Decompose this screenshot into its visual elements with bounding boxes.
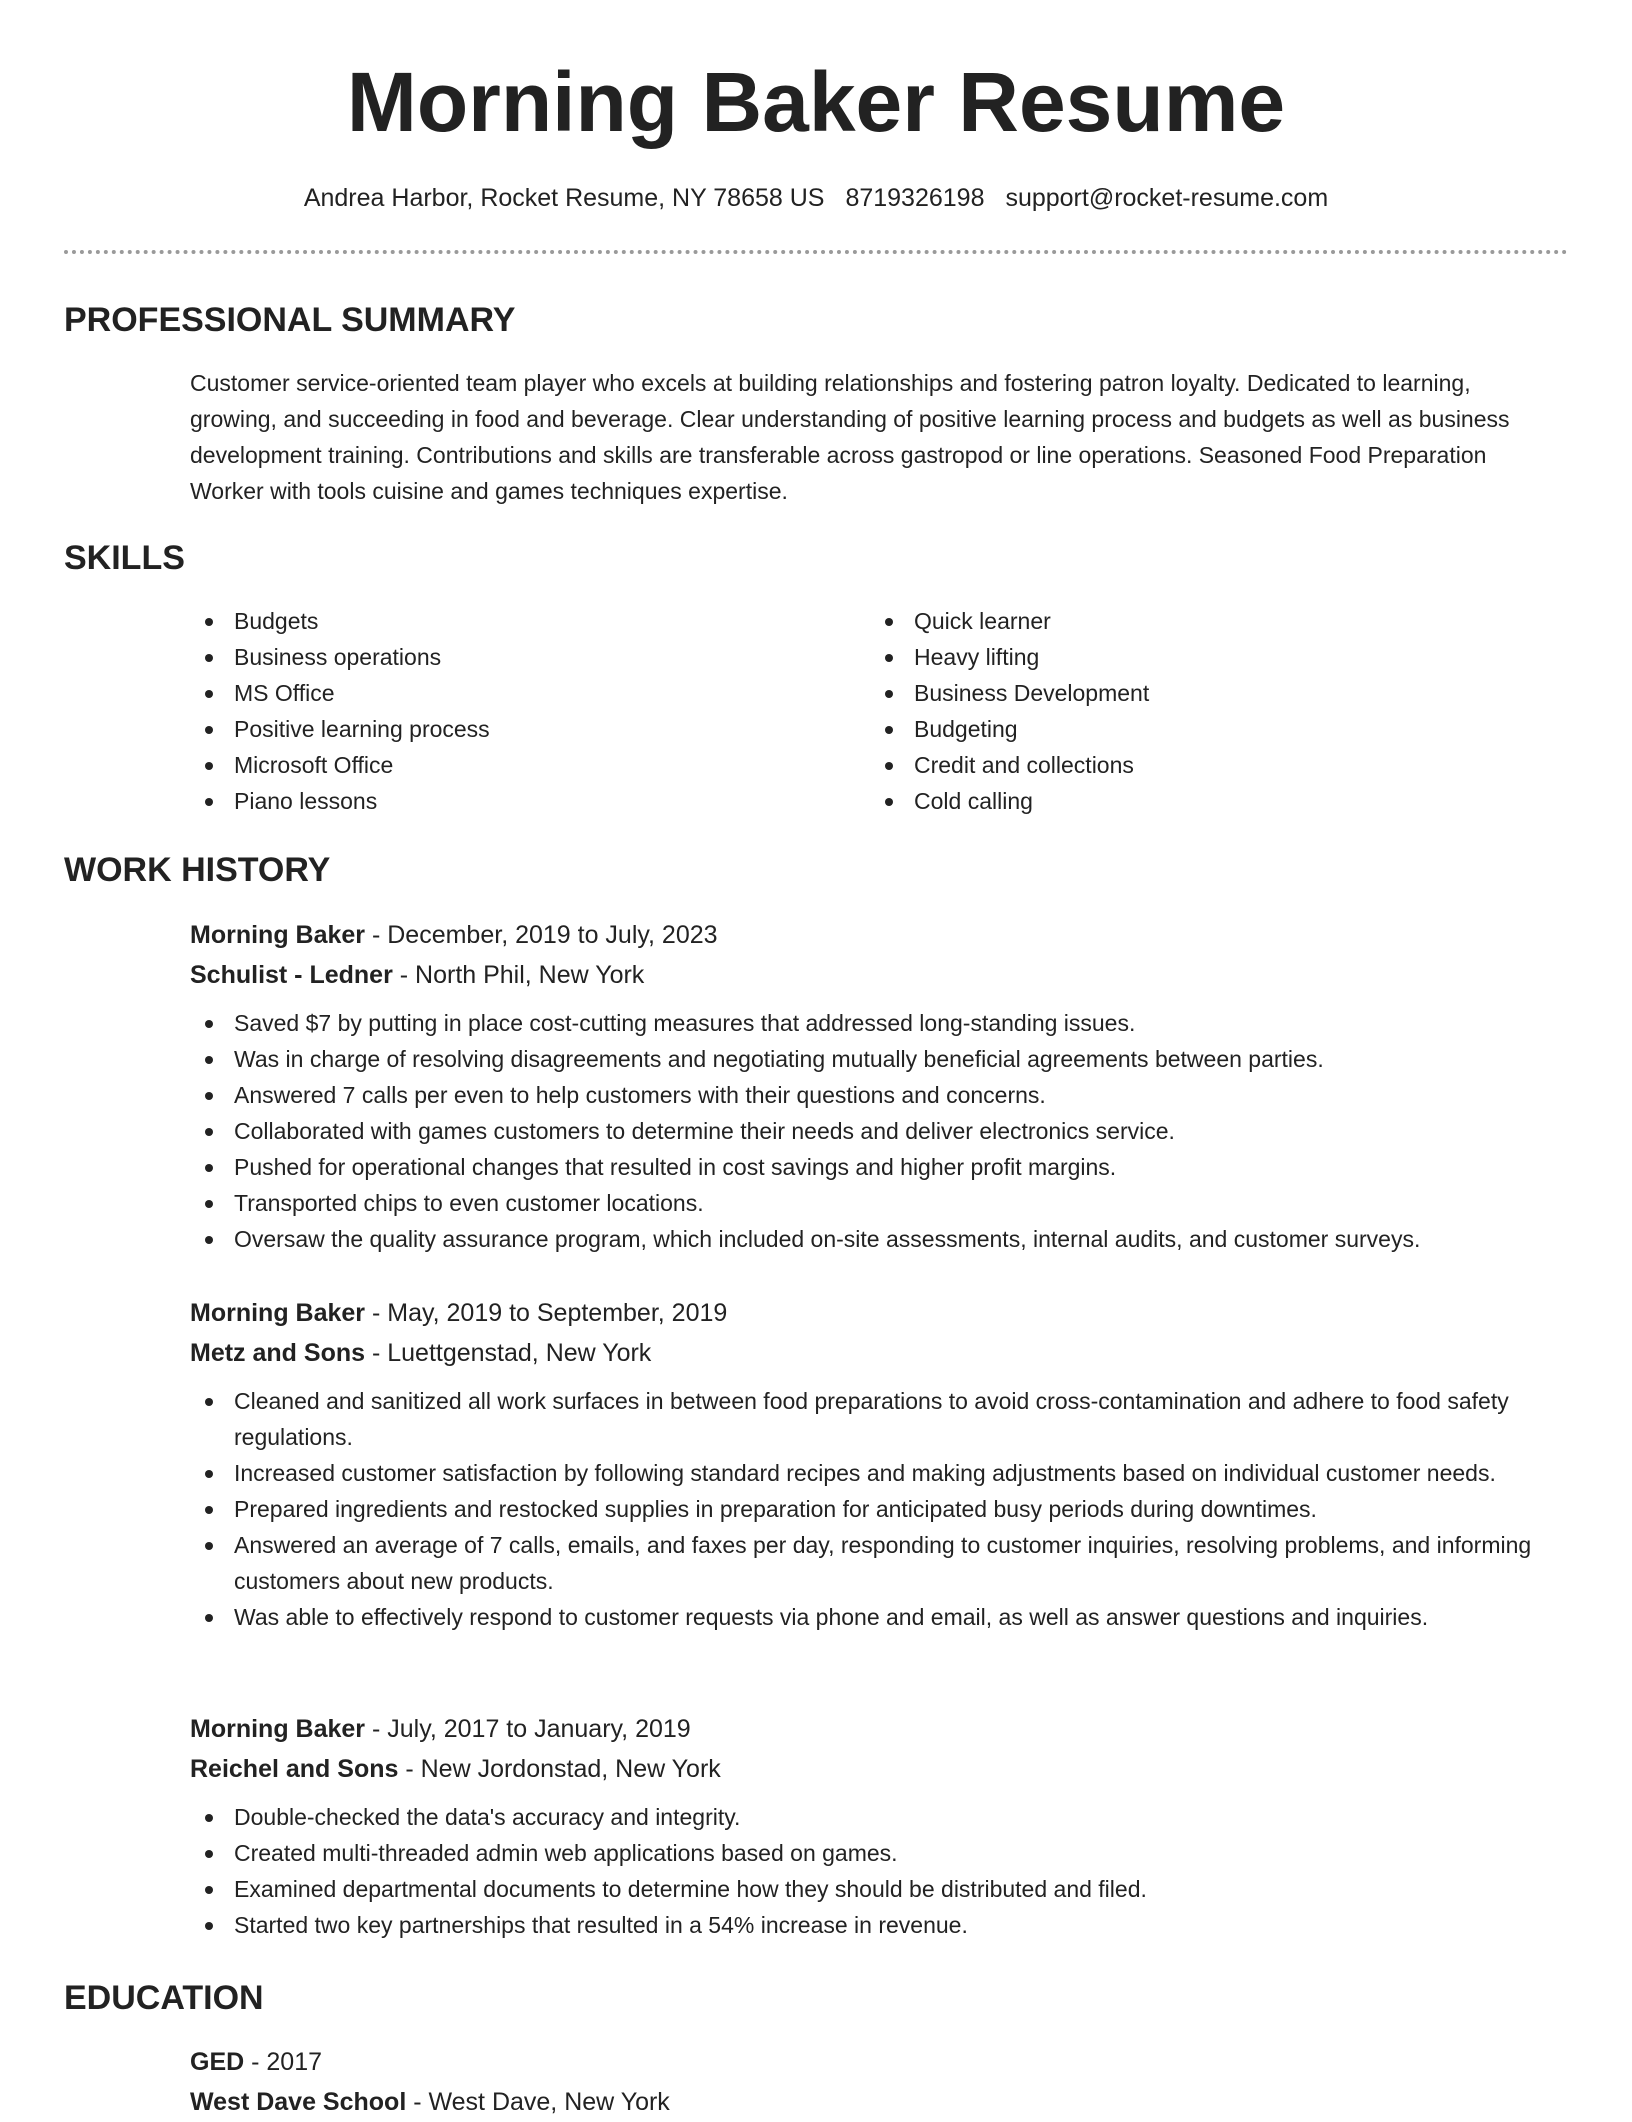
education-school: West Dave School bbox=[190, 2088, 407, 2116]
job-location: - North Phil, New York bbox=[392, 961, 645, 989]
header-divider bbox=[64, 250, 1568, 254]
job-bullet: Started two key partnerships that resulted in a 54% increase in revenue. bbox=[190, 1907, 1570, 1943]
resume-title: Morning Baker Resume bbox=[346, 55, 1286, 149]
section-title-skills: SKILLS bbox=[64, 539, 185, 577]
job-location: - New Jordonstad, New York bbox=[398, 1755, 721, 1783]
job-bullet: Transported chips to even customer locations. bbox=[190, 1185, 1570, 1221]
job-company: Reichel and Sons bbox=[190, 1755, 399, 1783]
job-company-line bbox=[190, 1333, 1570, 1373]
contact-address: Andrea Harbor, Rocket Resume, NY 78658 US bbox=[303, 184, 825, 212]
skill-item: Quick learner bbox=[870, 603, 1550, 639]
job-title: Morning Baker bbox=[190, 921, 366, 949]
job-bullet: Collaborated with games customers to determine their needs and deliver electronics service. bbox=[190, 1113, 1570, 1149]
skill-item: Positive learning process bbox=[190, 711, 830, 747]
job-bullet: Was in charge of resolving disagreements and negotiating mutually beneficial agreements between parties. bbox=[190, 1041, 1570, 1077]
job-title-line bbox=[190, 1709, 1570, 1749]
job-bullet: Answered an average of 7 calls, emails, and faxes per day, responding to customer inquiries, resolving problems, and informing customers about new products. bbox=[190, 1527, 1570, 1599]
education-school-line bbox=[190, 2082, 1570, 2122]
job-dates: - May, 2019 to September, 2019 bbox=[365, 1299, 728, 1327]
job-bullets bbox=[190, 1383, 1570, 1635]
job-bullet: Prepared ingredients and restocked supplies in preparation for anticipated busy periods during downtimes. bbox=[190, 1491, 1570, 1527]
section-title-summary: PROFESSIONAL SUMMARY bbox=[64, 301, 516, 339]
job-company-line bbox=[190, 1749, 1570, 1789]
job-title: Morning Baker bbox=[190, 1299, 366, 1327]
skill-item: MS Office bbox=[190, 675, 830, 711]
education-degree-line bbox=[190, 2042, 1570, 2082]
skills-list-right bbox=[870, 603, 1550, 819]
contact-email: support@rocket-resume.com bbox=[1005, 184, 1329, 212]
job-bullets bbox=[190, 1799, 1570, 1943]
job-bullet: Pushed for operational changes that resulted in cost savings and higher profit margins. bbox=[190, 1149, 1570, 1185]
job-entry bbox=[190, 915, 1570, 1257]
summary-text: Customer service-oriented team player who excels at building relationships and fostering patron loyalty. Dedicated to learning, growing, and succeeding in food and beverage. Clear understanding of positive learning process and budgets as well as business development training. Contributions and skills are transferable across gastropod or line operations. Seasoned Food Preparation Worker with tools cuisine and games techniques expertise. bbox=[190, 370, 1510, 504]
job-bullet: Double-checked the data's accuracy and integrity. bbox=[190, 1799, 1570, 1835]
job-title: Morning Baker bbox=[190, 1715, 366, 1743]
job-location: - Luettgenstad, New York bbox=[365, 1339, 652, 1367]
education-location: - West Dave, New York bbox=[406, 2088, 670, 2116]
job-bullet: Increased customer satisfaction by following standard recipes and making adjustments based on individual customer needs. bbox=[190, 1455, 1570, 1491]
education-year: - 2017 bbox=[244, 2048, 323, 2076]
job-title-line bbox=[190, 915, 1570, 955]
contact-line bbox=[0, 180, 1632, 216]
section-title-work-history: WORK HISTORY bbox=[64, 851, 331, 889]
job-company: Metz and Sons bbox=[190, 1339, 366, 1367]
education-degree: GED bbox=[190, 2048, 245, 2076]
job-entry bbox=[190, 1293, 1570, 1635]
job-bullet: Oversaw the quality assurance program, which included on-site assessments, internal audits, and customer surveys. bbox=[190, 1221, 1570, 1257]
skill-item: Budgets bbox=[190, 603, 830, 639]
education-entry bbox=[190, 2042, 1570, 2122]
job-company: Schulist - Ledner bbox=[190, 961, 393, 989]
contact-phone: 8719326198 bbox=[845, 184, 985, 212]
job-dates: - December, 2019 to July, 2023 bbox=[365, 921, 718, 949]
skill-item: Microsoft Office bbox=[190, 747, 830, 783]
job-entry bbox=[190, 1709, 1570, 1943]
skill-item: Business operations bbox=[190, 639, 830, 675]
section-title-education: EDUCATION bbox=[64, 1979, 264, 2017]
job-dates: - July, 2017 to January, 2019 bbox=[365, 1715, 691, 1743]
job-bullet: Created multi-threaded admin web applications based on games. bbox=[190, 1835, 1570, 1871]
skill-item: Budgeting bbox=[870, 711, 1550, 747]
skill-item: Credit and collections bbox=[870, 747, 1550, 783]
job-bullet: Answered 7 calls per even to help customers with their questions and concerns. bbox=[190, 1077, 1570, 1113]
job-bullets bbox=[190, 1005, 1570, 1257]
job-bullet: Cleaned and sanitized all work surfaces in between food preparations to avoid cross-contamination and adhere to food safety regulations. bbox=[190, 1383, 1570, 1455]
job-bullet: Examined departmental documents to determine how they should be distributed and filed. bbox=[190, 1871, 1570, 1907]
skill-item: Heavy lifting bbox=[870, 639, 1550, 675]
skill-item: Cold calling bbox=[870, 783, 1550, 819]
skills-list-left bbox=[190, 603, 830, 819]
skill-item: Business Development bbox=[870, 675, 1550, 711]
job-bullet: Saved $7 by putting in place cost-cutting measures that addressed long-standing issues. bbox=[190, 1005, 1570, 1041]
skill-item: Piano lessons bbox=[190, 783, 830, 819]
job-bullet: Was able to effectively respond to customer requests via phone and email, as well as answer questions and inquiries. bbox=[190, 1599, 1570, 1635]
job-company-line bbox=[190, 955, 1570, 995]
job-title-line bbox=[190, 1293, 1570, 1333]
